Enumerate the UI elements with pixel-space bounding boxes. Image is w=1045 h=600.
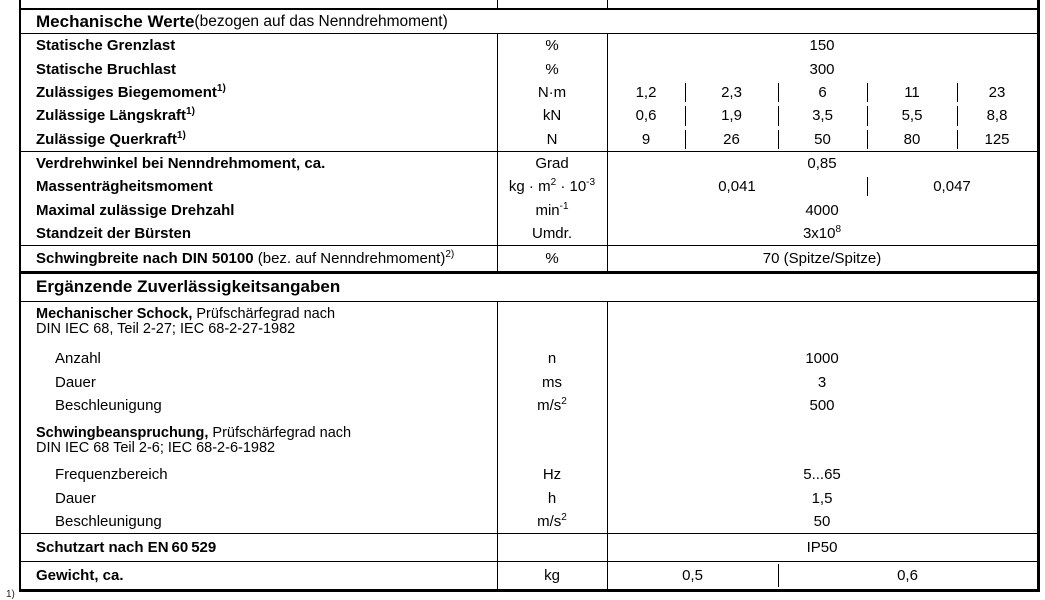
section-title: Ergänzende Zuverlässigkeitsangaben <box>36 277 341 297</box>
unit-cell: % <box>545 249 559 267</box>
unit-cell: Umdr. <box>531 224 572 242</box>
row-label: Statische Bruchlast <box>36 60 177 78</box>
value-cell: 4000 <box>805 201 839 219</box>
unit-cell: kN <box>542 107 562 125</box>
footnote-ref: 1) <box>186 106 195 118</box>
row-label: Zulässiges Biegemoment$^{1)}$ <box>36 82 226 101</box>
footnote-ref: 1) <box>216 82 226 94</box>
footnote-ref: 1) <box>176 129 186 141</box>
row-label: Schwingbreite nach DIN 50100 (bez. auf Nenndrehmoment)$^{2)}$ <box>36 248 455 267</box>
value-cell: 5,5 <box>867 104 957 127</box>
section-subtitle: (bezogen auf das Nenndrehmoment) <box>194 12 448 30</box>
section-header-zuverlaessigkeit <box>21 271 1037 302</box>
row-label: Standzeit der Bürsten <box>36 224 192 242</box>
value-cell: 1,2 <box>635 83 657 101</box>
value-cell: 23 <box>957 81 1037 104</box>
column-divider <box>607 0 608 8</box>
unit-cell: $\min^{-1}$ <box>535 200 569 219</box>
value-cell: 9 <box>641 130 651 148</box>
unit-cell: ms <box>542 373 562 391</box>
table-row <box>21 562 1037 589</box>
table-row <box>21 222 1037 245</box>
table-row <box>21 198 1037 221</box>
table-row <box>21 534 1037 561</box>
footnote-ref: 2) <box>445 248 455 260</box>
table-row <box>21 128 1037 151</box>
unit-cell: N <box>546 130 558 148</box>
row-label: Dauer <box>55 489 96 507</box>
table-row <box>21 370 1037 393</box>
table-row <box>21 57 1037 80</box>
value-cell: 26 <box>685 128 778 151</box>
table-row <box>21 104 1037 127</box>
row-label: Zulässige Längskraft$^{1)}$ <box>36 106 195 125</box>
value-cell: 150 <box>809 37 835 55</box>
block-static-loads <box>21 34 1037 151</box>
value-cell: 1000 <box>805 350 839 368</box>
unit-cell: $m/s^2$ <box>537 512 567 531</box>
unit-cell: N·m <box>537 83 567 101</box>
row-schutzart <box>21 533 1037 561</box>
row-label: Massenträgheitsmoment <box>36 178 213 196</box>
row-schwingbreite <box>21 245 1037 271</box>
value-cell: 5...65 <box>803 466 841 484</box>
unit-cell: kg · $m^2 \cdot 10^{-3}$ <box>508 177 596 196</box>
row-label: Zulässige Querkraft$^{1)}$ <box>36 129 186 148</box>
value-cell: 80 <box>867 128 957 151</box>
value-cell: 3 <box>817 373 827 391</box>
value-cell: 11 <box>867 81 957 104</box>
column-divider <box>497 0 498 8</box>
row-label: Dauer <box>55 373 96 391</box>
value-cell: 0,041 <box>718 178 756 196</box>
table-row <box>21 34 1037 57</box>
shock-heading-line2: DIN IEC 68, Teil 2-27; IEC 68-2-27-1982 <box>36 320 296 337</box>
row-label: Gewicht, ca. <box>36 567 124 585</box>
section-title: Mechanische Werte <box>36 11 195 31</box>
unit-cell: kg <box>544 567 560 585</box>
shock-heading-line1: Mechanischer Schock, Prüfschärfegrad nach <box>36 305 336 322</box>
unit-cell: n <box>547 350 557 368</box>
value-cell: 2,3 <box>685 81 778 104</box>
block-reliability <box>21 302 1037 533</box>
value-cell: 50 <box>813 513 831 531</box>
row-label: Statische Grenzlast <box>36 37 176 55</box>
value-cell: 0,6 <box>635 107 657 125</box>
unit-cell: Grad <box>535 155 569 173</box>
spec-table <box>19 0 1040 592</box>
unit-cell: % <box>545 60 559 78</box>
row-label: Frequenzbereich <box>55 466 168 484</box>
row-label: Anzahl <box>55 350 101 368</box>
value-cell: 0,6 <box>778 562 1037 589</box>
row-label: Schutzart nach EN 60 529 <box>36 539 217 557</box>
vibration-heading-line1: Schwingbeanspruchung, Prüfschärfegrad nach <box>36 425 352 442</box>
row-label: Beschleunigung <box>55 513 162 531</box>
table-row <box>21 81 1037 104</box>
value-cell: 300 <box>809 60 835 78</box>
table-row <box>21 394 1037 417</box>
table-row <box>21 175 1037 198</box>
value-cell: 3,5 <box>778 104 867 127</box>
table-row <box>21 152 1037 175</box>
value-cell: 0,047 <box>867 175 1037 198</box>
unit-cell: Hz <box>542 466 562 484</box>
value-cell: $3x10^8$ <box>802 223 842 242</box>
table-row <box>21 510 1037 533</box>
unit-cell: $m/s^2$ <box>537 395 567 414</box>
value-cell: 70 (Spitze/Spitze) <box>762 249 882 267</box>
block-rotation-values <box>21 151 1037 245</box>
unit-cell: h <box>547 489 557 507</box>
value-cell: 0,85 <box>807 155 837 173</box>
row-label: Verdrehwinkel bei Nenndrehmoment, ca. <box>36 155 326 173</box>
value-cell: 0,5 <box>682 567 703 585</box>
section-header-mechanische-werte <box>21 10 1037 34</box>
vibration-heading-line2: DIN IEC 68 Teil 2-6; IEC 68-2-6-1982 <box>36 440 276 457</box>
table-row <box>21 463 1037 486</box>
row-label: Maximal zulässige Drehzahl <box>36 201 235 219</box>
value-cell: 1,5 <box>811 489 833 507</box>
row-gewicht <box>21 561 1037 592</box>
unit-cell: % <box>545 37 559 55</box>
value-cell: 500 <box>809 396 835 414</box>
table-top-partial-row <box>21 0 1037 10</box>
table-row <box>21 487 1037 510</box>
value-cell: 6 <box>778 81 867 104</box>
value-cell: 8,8 <box>957 104 1037 127</box>
value-cell: 125 <box>957 128 1037 151</box>
value-cell: 1,9 <box>685 104 778 127</box>
row-label: Beschleunigung <box>55 396 162 414</box>
value-cell: 50 <box>778 128 867 151</box>
table-row <box>21 347 1037 370</box>
footnote-marker: 1) <box>6 589 15 600</box>
value-cell: IP50 <box>806 539 838 557</box>
table-row <box>21 246 1037 271</box>
